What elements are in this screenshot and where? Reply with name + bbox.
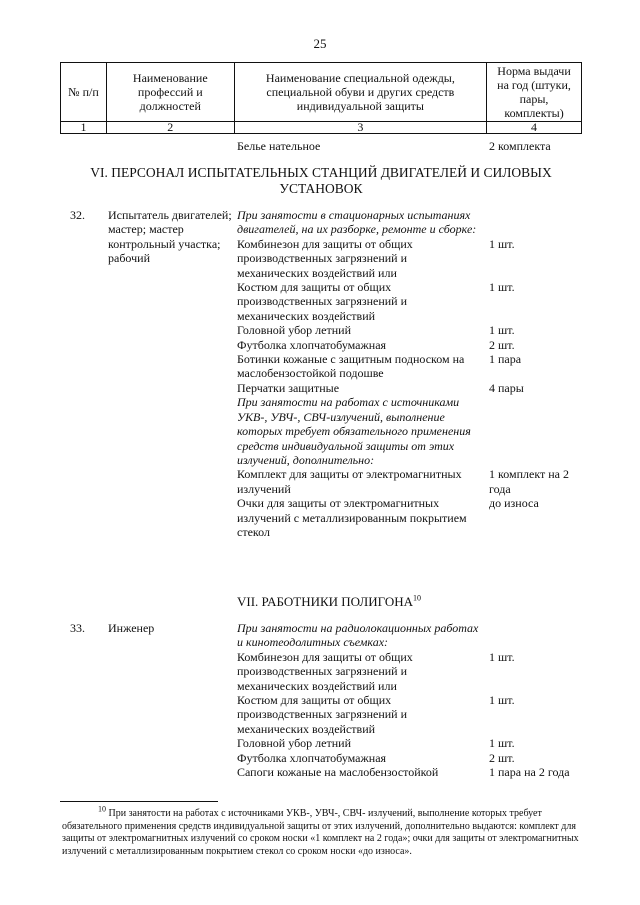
section-7-title: VII. РАБОТНИКИ ПОЛИГОНА$^{10}$	[237, 593, 421, 609]
header-col-equipment: Наименование специальной одежды, специальной обуви и других средств индивидуальной защиты	[234, 63, 486, 122]
carryover-item-name: Белье нательное	[237, 139, 321, 153]
entry-33-profession: Инженер	[108, 621, 155, 635]
entry-32-condition-2: При занятости на работах с источниками УКВ-, УВЧ-, СВЧ-излучений, выполнение которых требует обязательного применения средств индивидуальной защиты от этих излучений, дополнительно:	[237, 395, 471, 467]
page-number: 25	[313, 36, 327, 51]
carryover-item-norm: 2 комплекта	[489, 139, 551, 153]
list-item: Костюм для защиты от общих производственных загрязнений и механических воздействий 1 шт.	[237, 693, 515, 736]
footnote-mark: 10	[98, 804, 106, 814]
list-item: Головной убор летний 1 шт.	[237, 323, 515, 338]
footnote	[62, 804, 584, 858]
footnote-reference: 10	[412, 593, 421, 603]
header-col-profession: Наименование профессий и должностей	[106, 63, 234, 122]
list-item: Футболка хлопчатобумажная 2 шт.	[237, 750, 515, 765]
header-num-4: 4	[487, 122, 582, 134]
section-6-title: VI. ПЕРСОНАЛ ИСПЫТАТЕЛЬНЫХ СТАНЦИЙ ДВИГАТЕЛЕЙ И СИЛОВЫХ УСТАНОВОК	[90, 165, 552, 196]
header-num-3: 3	[234, 122, 486, 134]
entry-32-condition-1: При занятости в стационарных испытаниях двигателей, на их разборке, ремонте и сборке:	[237, 208, 477, 237]
list-item: Перчатки защитные 4 пары	[237, 380, 524, 395]
header-num-2: 2	[106, 122, 234, 134]
list-item: Ботинки кожаные с защитным подноском на маслобензостойкой подошве 1 пара	[237, 352, 522, 381]
list-item: Комплект для защиты от электромагнитных излучений 1 комплект на 2 года	[237, 467, 569, 496]
header-table	[60, 62, 582, 134]
entry-33-number: 33.	[70, 621, 85, 635]
entry-32-profession: Испытатель двигателей; мастер; мастер контрольный участка; рабочий	[108, 208, 232, 266]
header-num-1: 1	[61, 122, 107, 134]
list-item: Головной убор летний 1 шт.	[237, 736, 515, 751]
list-item: Комбинезон для защиты от общих производственных загрязнений и механических воздействий или 1 шт.	[237, 649, 515, 693]
list-item: Футболка хлопчатобумажная 2 шт.	[237, 337, 515, 352]
footnote-text: При занятости на работах с источниками УКВ-, УВЧ-, СВЧ- излучений, выполнение которых требует обязательного применения средств индивидуальной защиты от этих излучений, дополнительно выдаются: комплект для защиты от электромагнитных излучений со сроком носки «1 комплект на 2 года»; очки для защиты от электромагнитных излучений с металлизированным покрытием стекол со сроком носки «до износа».	[62, 808, 579, 857]
list-item: Комбинезон для защиты от общих производственных загрязнений и механических воздействий или 1 шт.	[237, 236, 515, 280]
entry-33-condition-1: При занятости на радиолокационных работах и кинотеодолитных съемках:	[237, 621, 479, 650]
header-col-norm: Норма выдачи на год (штуки, пары, комплекты)	[487, 63, 582, 122]
entry-32-number: 32.	[70, 208, 85, 222]
list-item: Костюм для защиты от общих производственных загрязнений и механических воздействий 1 шт.	[237, 280, 515, 323]
list-item: Очки для защиты от электромагнитных излучений с металлизированным покрытием стекол до износа	[237, 496, 539, 539]
entry-33-items	[237, 621, 597, 779]
header-col-number: № п/п	[61, 63, 107, 122]
footnote-separator	[60, 801, 218, 802]
list-item: Сапоги кожаные на маслобензостойкой 1 пара на 2 года	[237, 765, 570, 780]
entry-32-items	[237, 208, 597, 539]
